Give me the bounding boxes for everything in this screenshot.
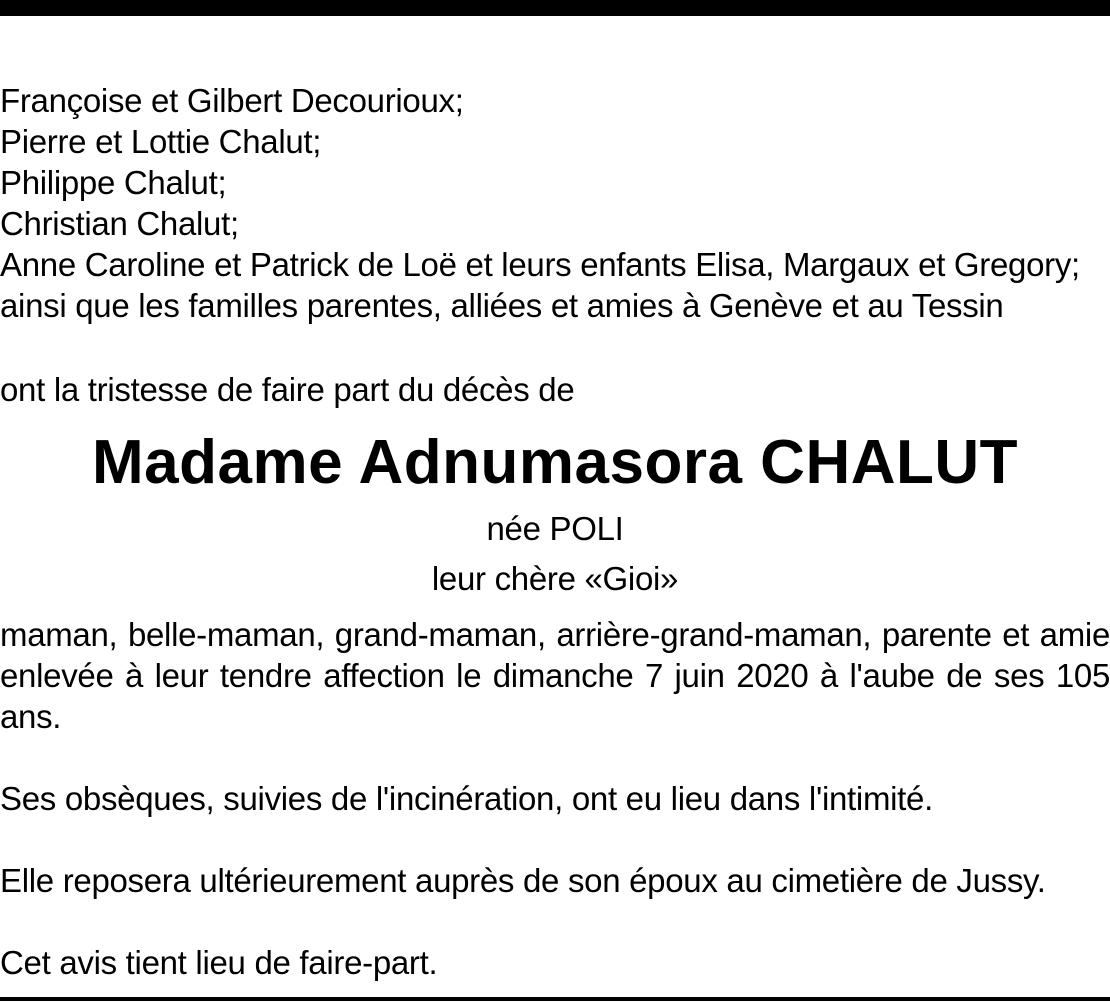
obituary-notice	[0, 80, 1110, 981]
deceased-name: Madame Adnumasora CHALUT	[91, 428, 1019, 497]
funeral-text: Ses obsèques, suivies de l'incinération, ont eu lieu dans l'intimité.	[0, 780, 933, 817]
burial-text: Elle reposera ultérieurement auprès de son époux au cimetière de Jussy.	[0, 862, 1046, 899]
nickname: leur chère «Gioi»	[431, 560, 679, 597]
family-line: Anne Caroline et Patrick de Loë et leurs enfants Elisa, Margaux et Gregory;	[0, 246, 1080, 283]
maiden-name: née POLI	[486, 510, 624, 547]
family-line: ainsi que les familles parentes, alliées et amies à Genève et au Tessin	[0, 287, 1004, 324]
family-line: Christian Chalut;	[0, 205, 239, 242]
description-text: maman, belle-maman, grand-maman, arrière-grand-maman, parente et amie enlevée à leur tendre affection le dimanche 7 juin 2020 à l'aube de ses 105 ans.	[0, 616, 1110, 735]
intro-text: ont la tristesse de faire part du décès de	[0, 371, 575, 408]
family-line: Philippe Chalut;	[0, 164, 227, 201]
bottom-border-rule	[0, 997, 1110, 1001]
family-list	[0, 80, 1110, 326]
top-border-rule	[0, 0, 1110, 16]
family-line: Pierre et Lottie Chalut;	[0, 123, 322, 160]
family-line: Françoise et Gilbert Decourioux;	[0, 82, 464, 119]
closing-text: Cet avis tient lieu de faire-part.	[0, 944, 438, 981]
